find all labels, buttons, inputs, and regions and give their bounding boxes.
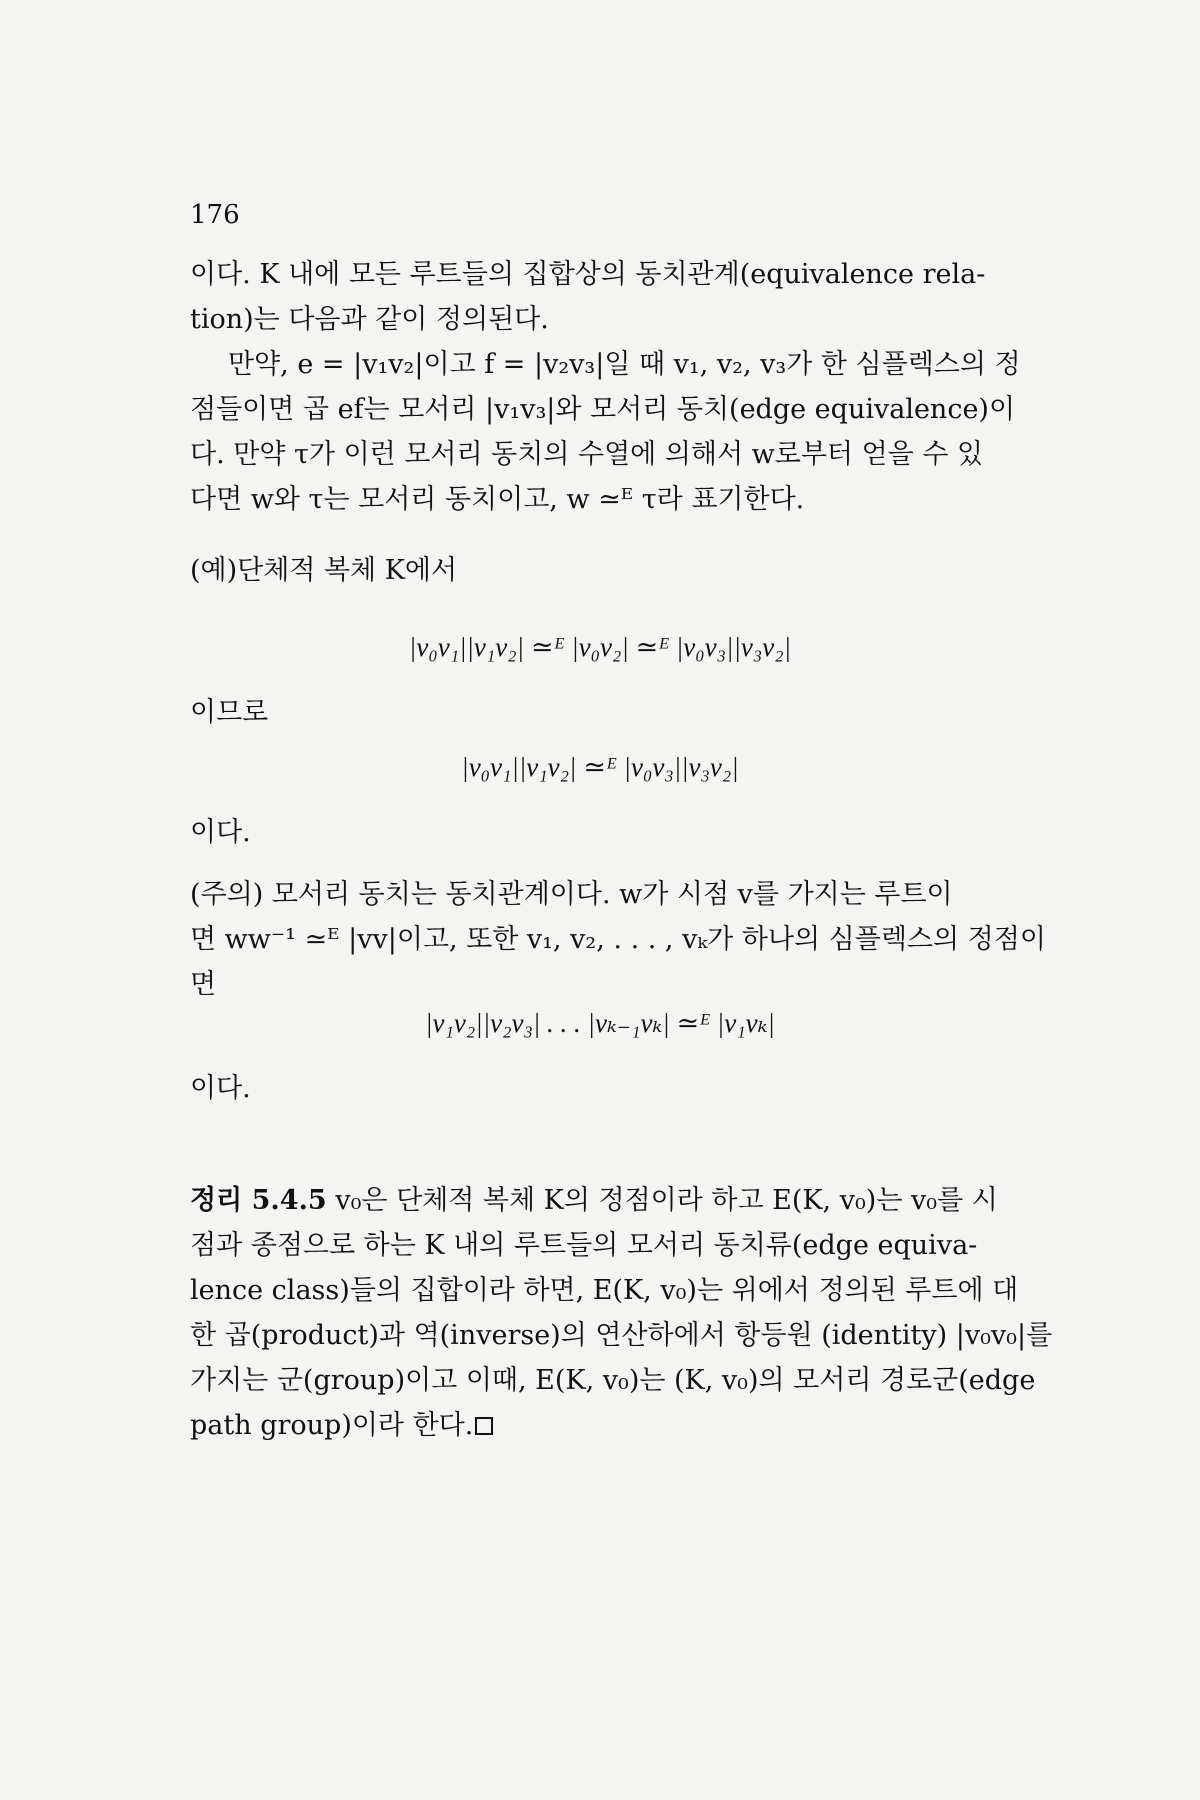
text-line: 면 ww⁻¹ ≃ᴱ |vv|이고, 또한 v₁, v₂, . . . , vₖ가 하나의 심플렉스의 정점이 xyxy=(190,924,1046,955)
theorem-line-1 xyxy=(190,1178,1075,1223)
theorem-paragraph xyxy=(190,1178,1075,1448)
text-line: 점들이면 곱 ef는 모서리 |v₁v₃|와 모서리 동치(edge equivalence)이 xyxy=(190,394,1016,425)
text-line: 다. 만약 τ가 이런 모서리 동치의 수열에 의해서 w로부터 얻을 수 있 xyxy=(190,439,984,470)
qed-icon xyxy=(475,1417,493,1435)
theorem-last-line xyxy=(190,1403,1075,1448)
remark-equation: |v₁v₂||v₂v₃| . . . |vₖ₋₁vₖ| ≃ᴱ |v₁vₖ| xyxy=(425,1008,775,1038)
example-equation-1: |v₀v₁||v₁v₂| ≃ᴱ |v₀v₂| ≃ᴱ |v₀v₃||v₃v₂| xyxy=(408,632,792,662)
text-line: path group)이라 한다. xyxy=(190,1410,474,1441)
remark-end-text: 이다. xyxy=(190,1073,251,1104)
example-end-text: 이다. xyxy=(190,817,251,848)
example-heading: (예)단체적 복체 K에서 xyxy=(190,555,458,586)
definition-paragraph xyxy=(190,252,1075,522)
example-equation-2: |v₀v₁||v₁v₂| ≃ᴱ |v₀v₃||v₃v₂| xyxy=(461,752,739,782)
text-line: 한 곱(product)과 역(inverse)의 연산하에서 항등원 (identity) |v₀v₀|를 xyxy=(190,1320,1053,1351)
text-line: 다면 w와 τ는 모서리 동치이고, w ≃ᴱ τ라 표기한다. xyxy=(190,484,805,515)
theorem-label: 정리 5.4.5 xyxy=(190,1185,327,1216)
remark-paragraph xyxy=(190,872,1075,1007)
page-number: 176 xyxy=(190,200,240,230)
text-line: 가지는 군(group)이고 이때, E(K, v₀)는 (K, v₀)의 모서리 경로군(edge xyxy=(190,1365,1036,1396)
text-line: (주의) 모서리 동치는 동치관계이다. w가 시점 v를 가지는 루트이 xyxy=(190,879,953,910)
therefore-text: 이므로 xyxy=(190,697,269,728)
text-line: 이다. K 내에 모든 루트들의 집합상의 동치관계(equivalence rela- xyxy=(190,259,986,290)
text-line: 점과 종점으로 하는 K 내의 루트들의 모서리 동치류(edge equiva- xyxy=(190,1230,978,1261)
text-line: 만약, e = |v₁v₂|이고 f = |v₂v₃|일 때 v₁, v₂, v₃가 한 심플렉스의 정 xyxy=(228,349,1021,380)
text-line: tion)는 다음과 같이 정의된다. xyxy=(190,304,549,335)
text-line: 면 xyxy=(190,969,217,1000)
text-line: v₀은 단체적 복체 K의 정점이라 하고 E(K, v₀)는 v₀를 시 xyxy=(335,1185,998,1216)
text-line: lence class)들의 집합이라 하면, E(K, v₀)는 위에서 정의된 루트에 대 xyxy=(190,1275,1019,1306)
